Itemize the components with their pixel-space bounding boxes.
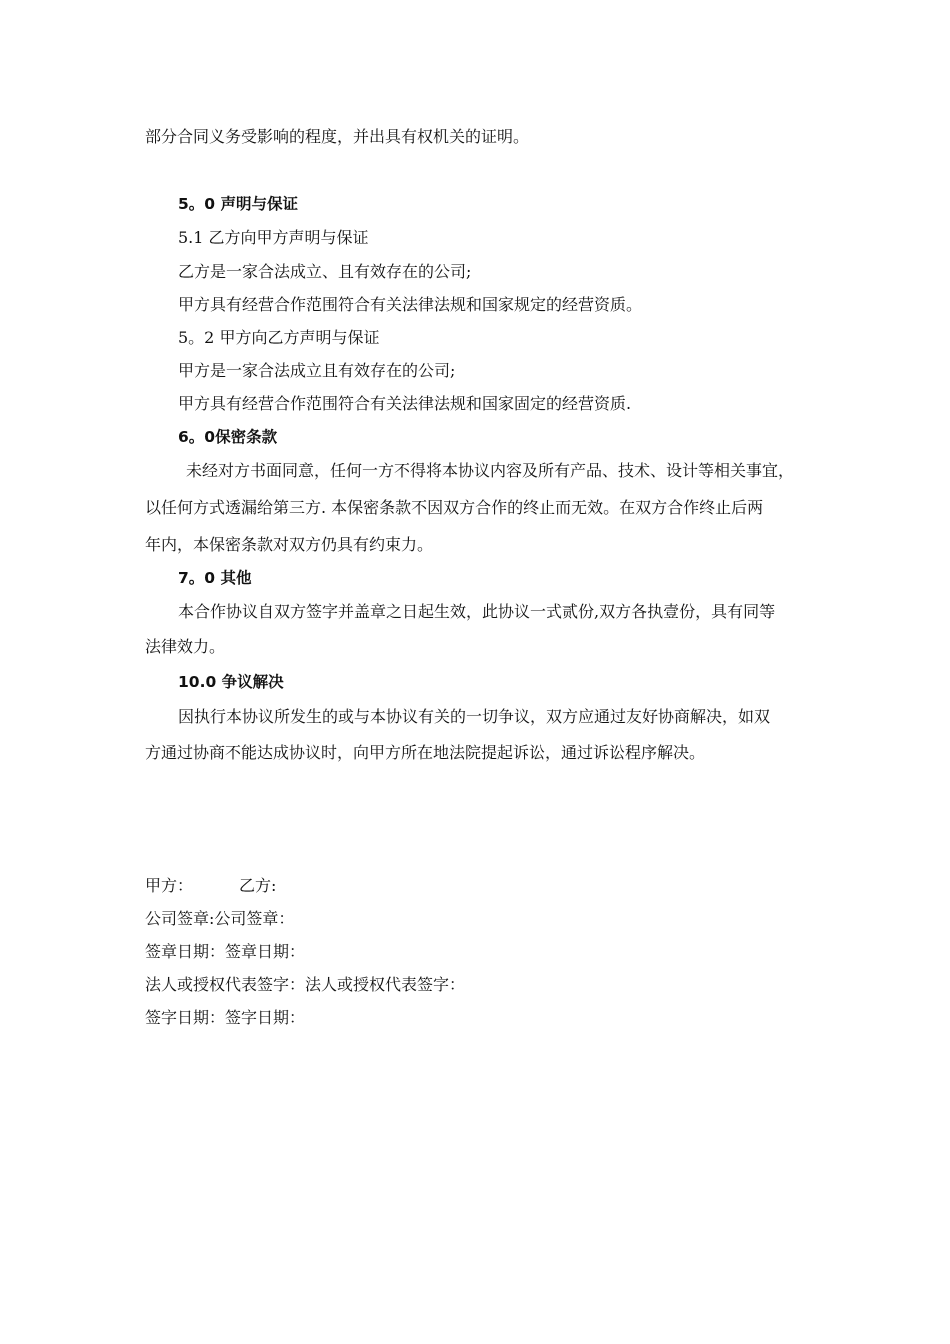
paragraph-line: 方通过协商不能达成协议时，向甲方所在地法院提起诉讼，通过诉讼程序解决。 xyxy=(145,743,706,762)
section-heading-5: 5。0 声明与保证 xyxy=(178,195,298,213)
paragraph-line: 因执行本协议所发生的或与本协议有关的一切争议，双方应通过友好协商解决，如双 xyxy=(178,707,771,726)
paragraph-line: 法律效力。 xyxy=(145,637,226,656)
paragraph-line: 部分合同义务受影响的程度，并出具有权机关的证明。 xyxy=(145,127,530,146)
party-b-label: 乙方: xyxy=(239,876,277,895)
section-heading-6: 6。0保密条款 xyxy=(178,428,278,446)
paragraph-line: 年内，本保密条款对双方仍具有约束力。 xyxy=(145,535,434,554)
signature-date-line: 签字日期：签字日期： xyxy=(145,1008,306,1027)
seal-date-line: 签章日期：签章日期： xyxy=(145,942,306,961)
subsection-heading-5-1: 5.1 乙方向甲方声明与保证 xyxy=(178,228,369,247)
paragraph-line: 乙方是一家合法成立、且有效存在的公司; xyxy=(178,262,472,281)
section-heading-10: 10.0 争议解决 xyxy=(178,673,284,691)
paragraph-line: 以任何方式透漏给第三方. 本保密条款不因双方合作的终止而无效。在双方合作终止后两 xyxy=(145,498,764,517)
paragraph-line: 甲方是一家合法成立且有效存在的公司; xyxy=(178,361,456,380)
paragraph-line: 甲方具有经营合作范围符合有关法律法规和国家固定的经营资质. xyxy=(178,394,632,413)
party-labels xyxy=(145,876,276,896)
representative-signature-line: 法人或授权代表签字：法人或授权代表签字： xyxy=(145,975,466,994)
paragraph-line: 未经对方书面同意，任何一方不得将本协议内容及所有产品、技术、设计等相关事宜， xyxy=(186,461,795,480)
paragraph-line: 甲方具有经营合作范围符合有关法律法规和国家规定的经营资质。 xyxy=(178,295,643,314)
company-seal-line: 公司签章:公司签章： xyxy=(145,909,295,928)
party-a-label: 甲方： xyxy=(145,876,194,895)
section-heading-7: 7。0 其他 xyxy=(178,569,252,587)
paragraph-line: 本合作协议自双方签字并盖章之日起生效，此协议一式贰份,双方各执壹份，具有同等 xyxy=(178,602,776,621)
subsection-heading-5-2: 5。2 甲方向乙方声明与保证 xyxy=(178,328,380,347)
